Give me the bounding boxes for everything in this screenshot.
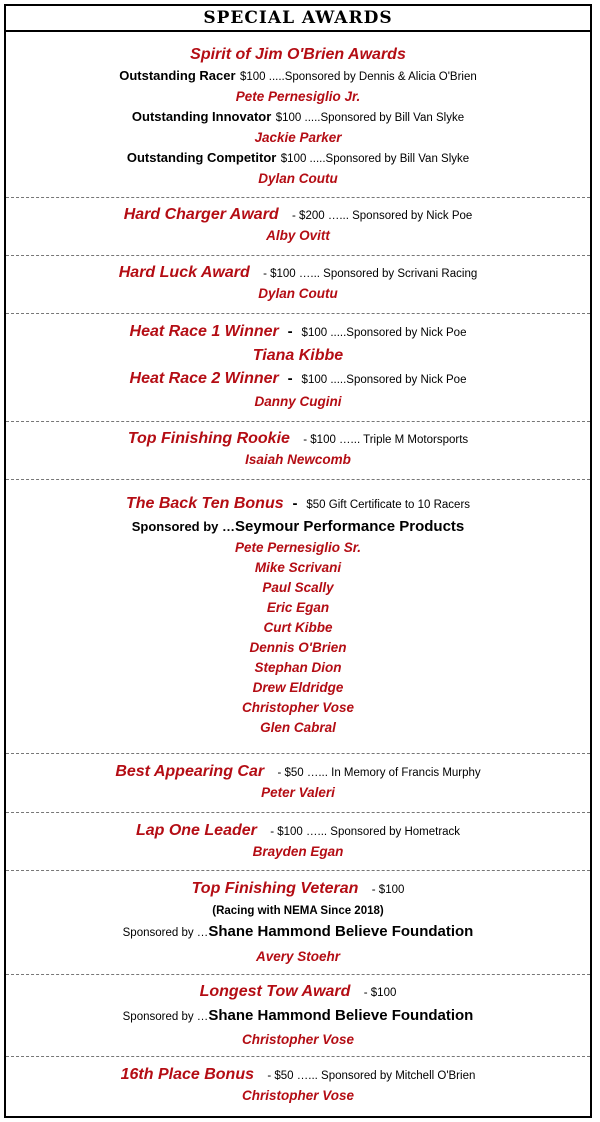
sponsor-prefix: Sponsored by …: [122, 1011, 209, 1023]
award-title: The Back Ten Bonus: [125, 495, 284, 512]
winner-name: Christopher Vose: [241, 1088, 355, 1103]
award-title: Hard Luck Award: [118, 264, 250, 281]
section-lap-one: [6, 813, 590, 871]
sponsor-name: Shane Hammond Believe Foundation: [208, 1007, 474, 1024]
award-title: Longest Tow Award: [199, 983, 351, 1000]
award-detail: $100 .....Sponsored by Bill Van Slyke: [280, 153, 470, 165]
section-back-ten: [6, 480, 590, 754]
sponsor-prefix: Sponsored by …: [131, 519, 236, 534]
separator-dash: -: [287, 323, 293, 340]
award-title: Best Appearing Car: [115, 763, 265, 780]
award-title: 16th Place Bonus: [120, 1066, 254, 1083]
separator-dash: -: [287, 370, 293, 387]
award-detail: $50 Gift Certificate to 10 Racers: [306, 499, 471, 511]
winner-name: Isaiah Newcomb: [245, 452, 351, 467]
winner-name: Avery Stoehr: [255, 949, 341, 964]
winner-name: Brayden Egan: [252, 844, 344, 859]
award-category: Outstanding Competitor: [126, 150, 277, 165]
award-detail: $100 .....Sponsored by Dennis & Alicia O'Brien: [239, 71, 477, 83]
award-detail: - $50 …... In Memory of Francis Murphy: [277, 767, 481, 779]
winner-name: Dylan Coutu: [258, 171, 338, 186]
award-detail: $100 .....Sponsored by Bill Van Slyke: [275, 112, 465, 124]
winner-name: Drew Eldridge: [252, 680, 344, 695]
award-detail: - $200 …... Sponsored by Nick Poe: [292, 210, 473, 222]
section-sixteenth: [6, 1057, 590, 1117]
separator-dash: -: [292, 495, 298, 512]
award-title: Top Finishing Rookie: [127, 430, 290, 447]
section-hard-charger: [6, 198, 590, 256]
award-detail: - $100 …... Sponsored by Hometrack: [270, 826, 461, 838]
winner-name: Eric Egan: [266, 600, 330, 615]
award-title: Spirit of Jim O'Brien Awards: [190, 46, 406, 63]
section-veteran: [6, 871, 590, 975]
winner-name: Pete Pernesiglio Jr.: [235, 89, 361, 104]
winner-name: Dylan Coutu: [258, 286, 338, 301]
section-heat-races: [6, 314, 590, 422]
award-title: Heat Race 1 Winner: [129, 323, 279, 340]
winner-name: Jackie Parker: [254, 130, 342, 145]
winner-name: Curt Kibbe: [263, 620, 333, 635]
award-detail: - $100: [371, 884, 405, 896]
award-title: Heat Race 2 Winner: [129, 370, 279, 387]
section-best-appearing: [6, 754, 590, 813]
awards-frame: [4, 4, 592, 1118]
award-detail: - $100 …... Triple M Motorsports: [303, 434, 469, 446]
award-title: Top Finishing Veteran: [191, 880, 359, 897]
winner-name: Stephan Dion: [254, 660, 342, 675]
award-title: Lap One Leader: [135, 822, 257, 839]
sponsor-prefix: Sponsored by …: [122, 927, 209, 939]
award-category: Outstanding Racer: [119, 68, 236, 83]
winner-name: Glen Cabral: [260, 720, 336, 735]
award-detail: $100 .....Sponsored by Nick Poe: [301, 374, 467, 386]
winner-name: Danny Cugini: [254, 394, 342, 409]
award-note: (Racing with NEMA Since 2018): [212, 905, 384, 917]
award-title: Hard Charger Award: [123, 206, 279, 223]
winner-name: Paul Scally: [262, 580, 334, 595]
section-hard-luck: [6, 256, 590, 314]
page-title: SPECIAL AWARDS: [6, 6, 590, 32]
award-category: Outstanding Innovator: [131, 109, 272, 124]
sponsor-name: Shane Hammond Believe Foundation: [208, 923, 474, 940]
winner-name: Christopher Vose: [241, 1032, 355, 1047]
award-detail: - $50 …... Sponsored by Mitchell O'Brien: [267, 1070, 476, 1082]
award-detail: - $100 …... Sponsored by Scrivani Racing: [263, 268, 478, 280]
winner-name: Dennis O'Brien: [249, 640, 347, 655]
sponsor-name: Seymour Performance Products: [235, 518, 465, 535]
winner-name: Tiana Kibbe: [252, 347, 344, 364]
winner-name: Christopher Vose: [241, 700, 355, 715]
winner-name: Alby Ovitt: [266, 228, 330, 243]
winner-name: Pete Pernesiglio Sr.: [234, 540, 362, 555]
winner-name: Mike Scrivani: [254, 560, 342, 575]
section-jim-obrien: [6, 32, 590, 198]
award-detail: $100 .....Sponsored by Nick Poe: [301, 327, 467, 339]
section-longest-tow: [6, 975, 590, 1057]
section-rookie: [6, 422, 590, 480]
award-detail: - $100: [363, 987, 397, 999]
winner-name: Peter Valeri: [261, 785, 335, 800]
